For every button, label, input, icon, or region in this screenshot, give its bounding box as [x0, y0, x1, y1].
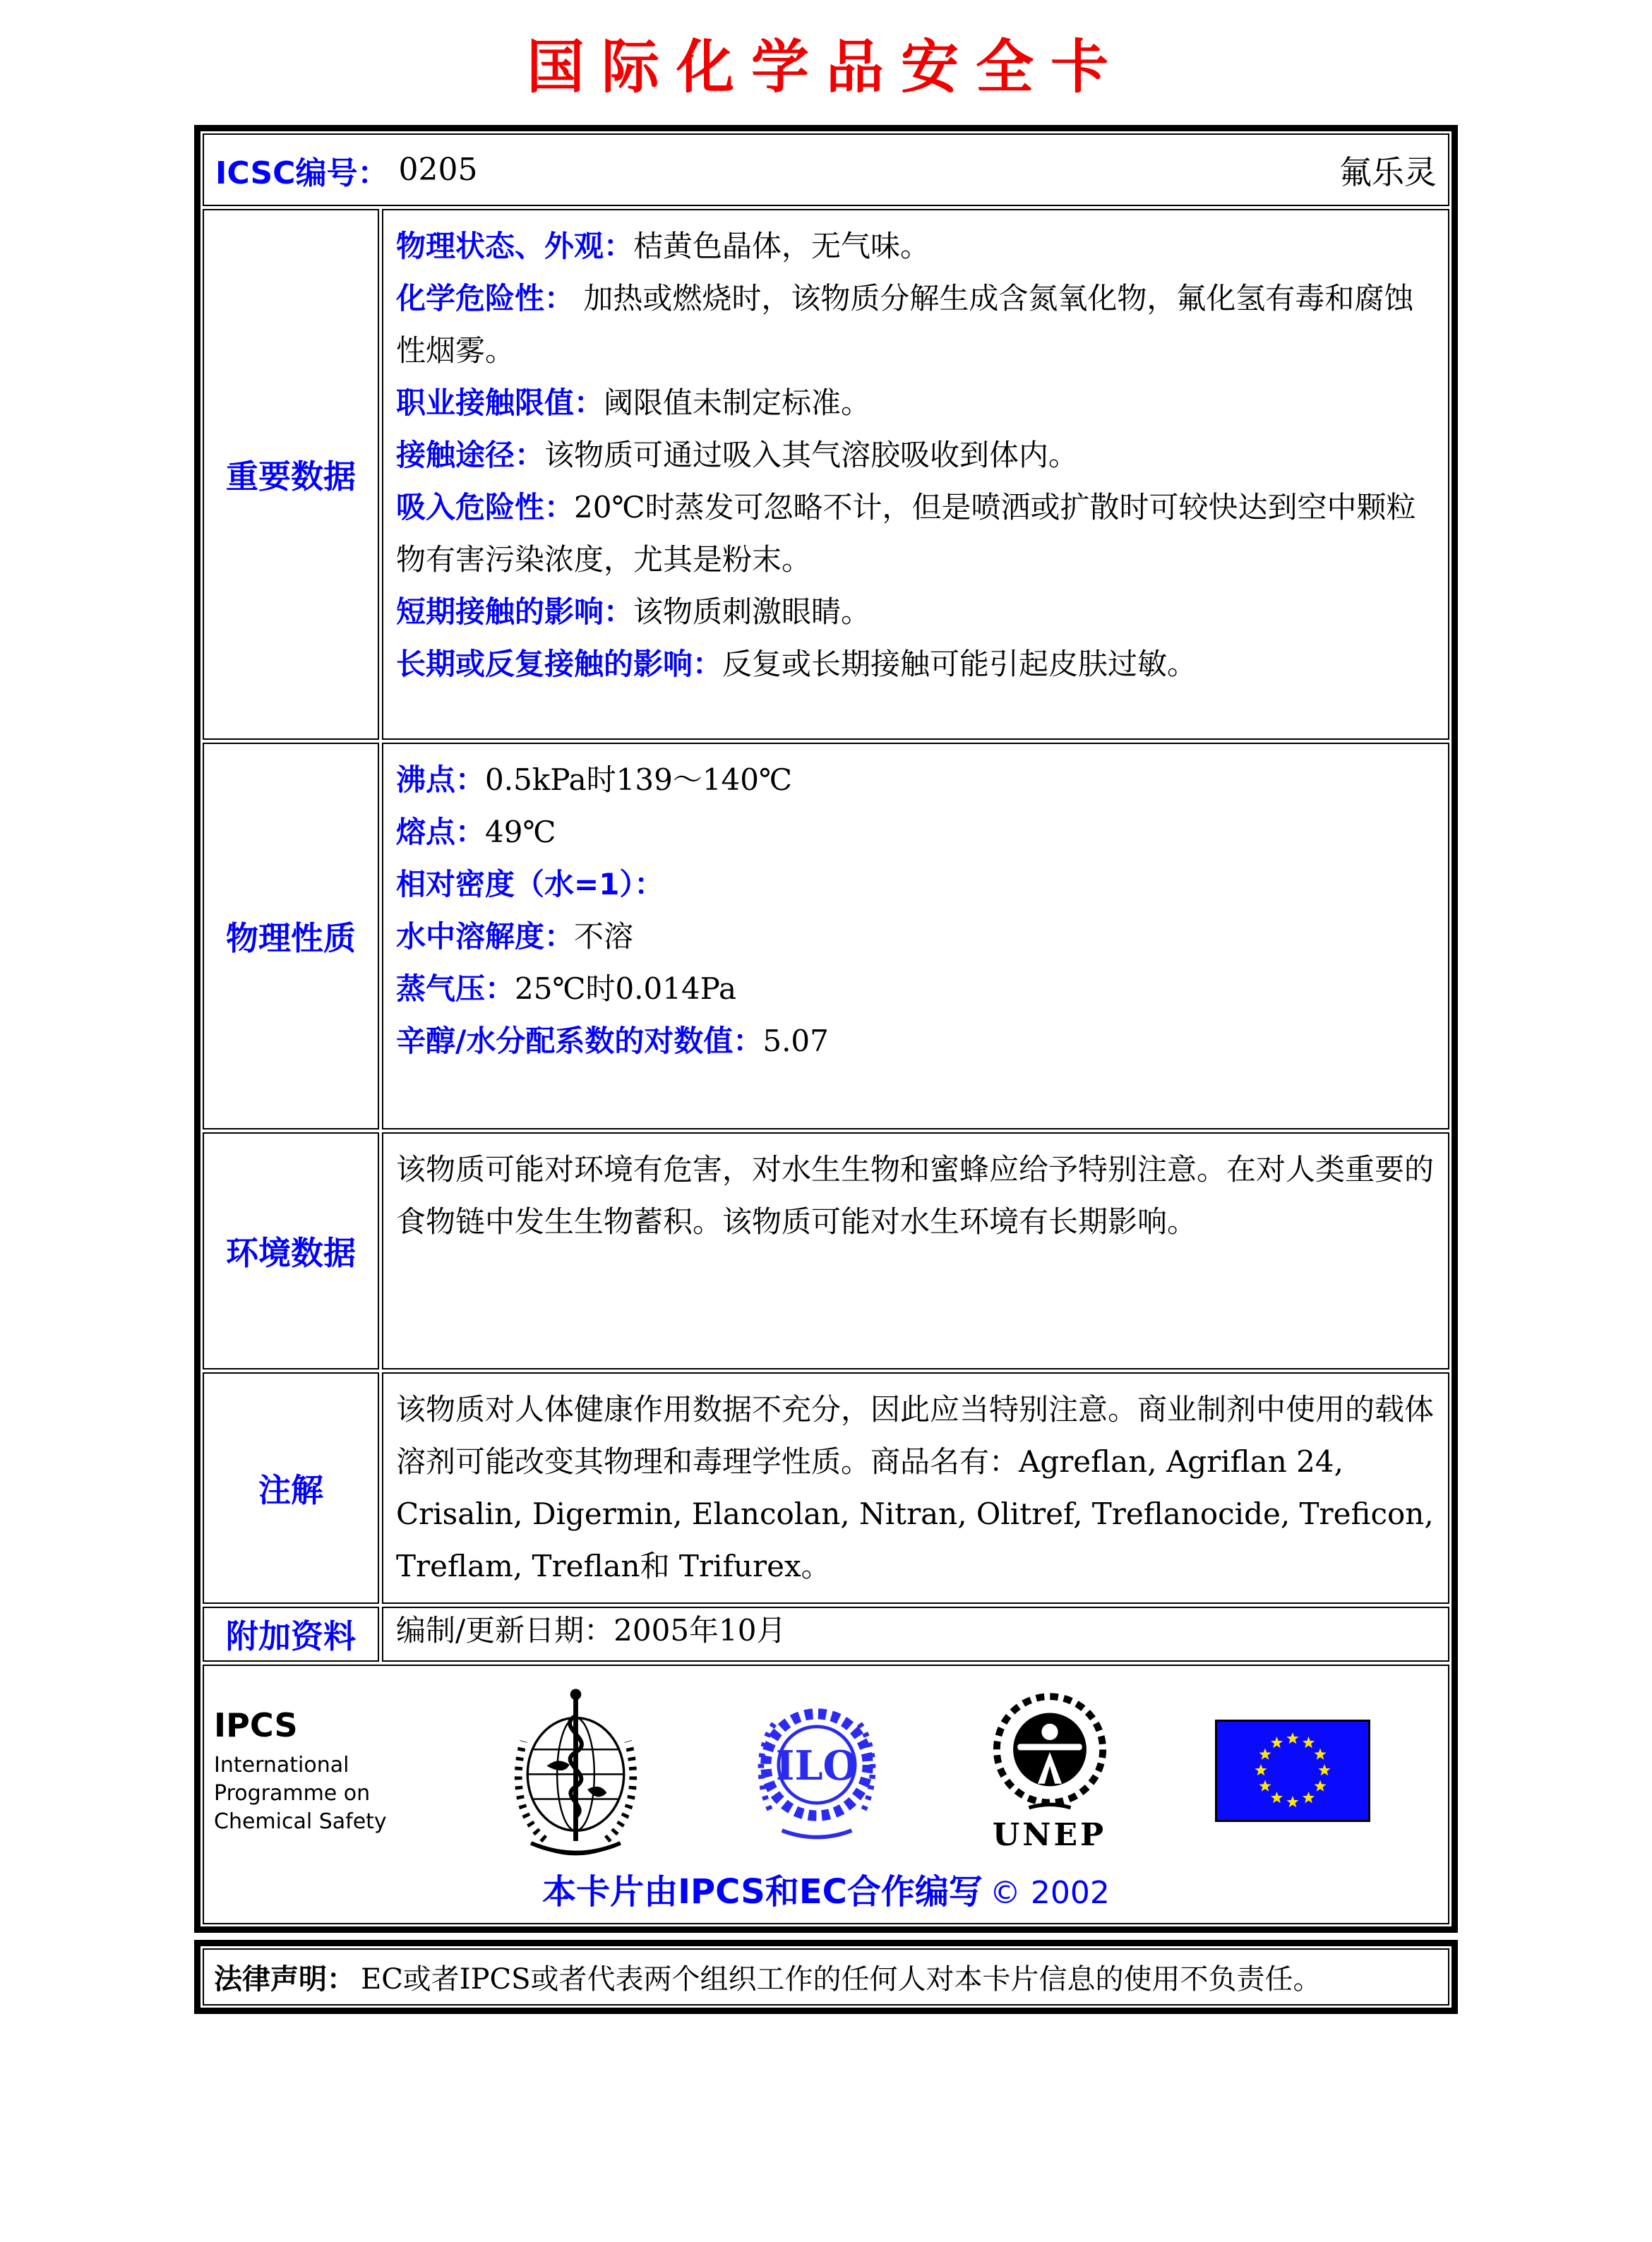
field-value: 20℃时蒸发可忽略不计，但是喷洒或扩散时可较快达到空中颗粒物有害污染浓度，尤其是粉末。 [396, 490, 1416, 577]
legal-label: 法律声明： [214, 1963, 355, 1996]
text-line [396, 754, 1435, 806]
field-value: 0.5kPa时139～140℃ [485, 762, 792, 797]
field-label: 相对密度（水=1）： [396, 867, 664, 901]
text-line [396, 911, 1435, 963]
unep-logo-icon [990, 1689, 1110, 1816]
icsc-number-value: 0205 [398, 152, 478, 188]
legal-card [194, 1940, 1458, 2014]
field-value: 该物质刺激眼睛。 [633, 594, 871, 629]
unep-logo-block [990, 1689, 1110, 1853]
field-value: 加热或燃烧时，该物质分解生成含氮氧化物，氟化氢有毒和腐蚀性烟雾。 [396, 281, 1414, 368]
section-label-important-data: 重要数据 [203, 209, 379, 740]
field-label: 物理状态、外观： [396, 229, 634, 263]
section-label-additional-info: 附加资料 [203, 1607, 379, 1662]
ipcs-acronym: IPCS [214, 1706, 298, 1744]
section-row-physical-properties [203, 743, 1449, 1129]
logos-strip [204, 1666, 1448, 1857]
text-line [396, 806, 1435, 858]
unep-label: UNEP [992, 1817, 1107, 1853]
section-label-notes: 注解 [203, 1372, 379, 1604]
field-label: 吸入危险性： [396, 490, 575, 524]
cooperation-caption-text: 本卡片由IPCS和EC合作编写 [542, 1872, 983, 1912]
text-line [396, 481, 1435, 586]
field-value: 该物质可通过吸入其气溶胶吸收到体内。 [544, 438, 1079, 472]
header-cell [203, 133, 1449, 206]
section-row-environmental-data [203, 1132, 1449, 1369]
section-content-notes [382, 1372, 1449, 1604]
field-value: 编制/更新日期：2005年10月 [396, 1613, 786, 1648]
icsc-number-label: ICSC编号： [215, 155, 389, 191]
section-label-environmental-data: 环境数据 [203, 1132, 379, 1369]
text-line [396, 1611, 1435, 1650]
icsc-card [194, 125, 1458, 1933]
text-line [396, 638, 1435, 690]
chemical-name: 氟乐灵 [1339, 152, 1437, 191]
field-value: 不溶 [574, 919, 634, 954]
text-line [396, 220, 1435, 272]
field-label: 接触途径： [396, 438, 545, 472]
logos-row [203, 1665, 1449, 1924]
legal-cell [203, 1948, 1449, 2006]
cooperation-caption [204, 1857, 1448, 1923]
who-logo-icon [507, 1684, 645, 1857]
section-content-environmental-data [382, 1132, 1449, 1369]
section-row-additional-info [203, 1607, 1449, 1662]
section-row-notes [203, 1372, 1449, 1604]
ipcs-line-1: International [214, 1752, 349, 1778]
ipcs-line-2: Programme on [214, 1780, 371, 1806]
text-line [396, 377, 1435, 429]
text-line [396, 858, 1435, 911]
field-value: 49℃ [485, 815, 556, 849]
section-content-additional-info [382, 1607, 1449, 1662]
field-label: 短期接触的影响： [396, 594, 634, 629]
text-line [396, 1015, 1435, 1067]
logos-cell [203, 1665, 1449, 1924]
field-label: 蒸气压： [396, 971, 515, 1006]
field-label: 职业接触限值： [396, 385, 604, 420]
text-line [396, 586, 1435, 638]
field-label: 熔点： [396, 815, 486, 849]
field-value: 该物质对人体健康作用数据不充分，因此应当特别注意。商业制剂中使用的载体溶剂可能改变其物理和毒理学性质。商品名有：Agreflan, Agriflan 24, Crisalin, Digermin, Elancolan, Nitran, Olitref, Treflanocide, Treficon, Treflam, Treflan和 Trifurex。 [396, 1392, 1435, 1583]
field-value: 桔黄色晶体，无气味。 [633, 229, 930, 263]
legal-text: EC或者IPCS或者代表两个组织工作的任何人对本卡片信息的使用不负责任。 [361, 1963, 1322, 1996]
section-content-physical-properties [382, 743, 1449, 1129]
field-value: 阈限值未制定标准。 [604, 385, 871, 420]
field-label: 辛醇/水分配系数的对数值： [396, 1024, 763, 1058]
text-line [396, 429, 1435, 481]
text-line [396, 272, 1435, 377]
field-label: 水中溶解度： [396, 919, 575, 954]
header-row [203, 133, 1449, 206]
ilo-letters: ILO [775, 1742, 858, 1790]
text-line [396, 963, 1435, 1015]
section-label-physical-properties: 物理性质 [203, 743, 379, 1129]
text-line [396, 1144, 1435, 1248]
page-title: 国际化学品安全卡 [526, 34, 1125, 101]
field-label: 长期或反复接触的影响： [396, 647, 723, 681]
section-row-important-data [203, 209, 1449, 740]
text-line [396, 1384, 1435, 1593]
field-value: 5.07 [762, 1024, 829, 1058]
field-label: 化学危险性： [396, 281, 575, 316]
ipcs-text-block [214, 1706, 401, 1836]
field-value: 该物质可能对环境有危害，对水生生物和蜜蜂应给予特别注意。在对人类重要的食物链中发生生物蓄积。该物质可能对水生环境有长期影响。 [396, 1152, 1435, 1239]
field-label: 沸点： [396, 762, 486, 797]
ilo-logo-icon [750, 1697, 884, 1845]
copyright-text: © 2002 [989, 1875, 1110, 1911]
field-value: 25℃时0.014Pa [515, 971, 737, 1006]
field-value: 反复或长期接触可能引起皮肤过敏。 [722, 647, 1197, 681]
eu-flag-icon [1215, 1720, 1370, 1822]
ipcs-line-3: Chemical Safety [214, 1809, 387, 1834]
section-content-important-data [382, 209, 1449, 740]
